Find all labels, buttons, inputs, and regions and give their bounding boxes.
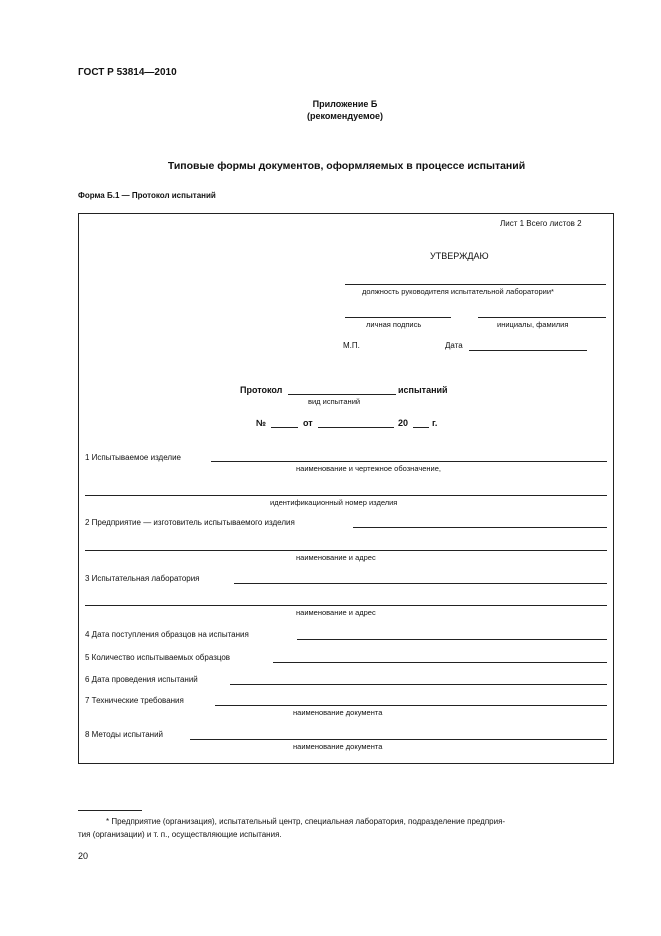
item1-line2[interactable] <box>85 495 607 496</box>
item4-label: 4 Дата поступления образцов на испытания <box>85 630 249 639</box>
item8-label: 8 Методы испытаний <box>85 730 164 739</box>
year-prefix: 20 <box>398 418 409 428</box>
item2-line2[interactable] <box>85 550 607 551</box>
test-type-caption: вид испытаний <box>308 397 361 406</box>
protocol-word: Протокол <box>240 385 283 395</box>
name-caption: инициалы, фамилия <box>497 320 569 329</box>
item8-caption: наименование документа <box>293 742 383 751</box>
item7-label: 7 Технические требования <box>85 696 184 705</box>
tests-word: испытаний <box>398 385 448 395</box>
item1-caption2: идентификационный номер изделия <box>270 498 398 507</box>
item7-caption: наименование документа <box>293 708 383 717</box>
item8-line[interactable] <box>190 739 607 740</box>
item4-line[interactable] <box>297 639 607 640</box>
head-position-caption: должность руководителя испытательной лаборатории* <box>362 287 554 296</box>
item3-line[interactable] <box>234 583 607 584</box>
item5-line[interactable] <box>273 662 607 663</box>
year-suffix: г. <box>432 418 438 428</box>
number-prefix: № <box>256 418 267 428</box>
item5-label: 5 Количество испытываемых образцов <box>85 653 231 662</box>
signature-line[interactable] <box>345 317 451 318</box>
from-word: от <box>303 418 313 428</box>
test-type-line[interactable] <box>288 394 396 395</box>
footnote-line2: тия (организации) и т. п., осуществляющие испытания. <box>78 830 282 839</box>
page-number: 20 <box>78 851 89 861</box>
item6-line[interactable] <box>230 684 607 685</box>
approve-label: УТВЕРЖДАЮ <box>430 251 489 261</box>
protocol-year-line[interactable] <box>413 427 429 428</box>
footnote-rule <box>78 810 142 811</box>
head-position-line[interactable] <box>345 284 606 285</box>
item1-label: 1 Испытываемое изделие <box>85 453 181 462</box>
item3-label: 3 Испытательная лаборатория <box>85 574 200 583</box>
sheet-info: Лист 1 Всего листов 2 <box>500 219 582 228</box>
item6-label: 6 Дата проведения испытаний <box>85 675 198 684</box>
footnote-line1: * Предприятие (организация), испытательный центр, специальная лаборатория, подразделение предприя- <box>106 817 506 826</box>
section-title: Типовые формы документов, оформляемых в процессе испытаний <box>167 160 526 172</box>
item1-line[interactable] <box>211 461 607 462</box>
approval-date-line[interactable] <box>469 350 587 351</box>
appendix-title: Приложение Б <box>312 99 378 109</box>
name-line[interactable] <box>478 317 606 318</box>
item2-line[interactable] <box>353 527 607 528</box>
seal-label: М.П. <box>343 341 360 350</box>
item3-line2[interactable] <box>85 605 607 606</box>
item3-caption: наименование и адрес <box>296 608 376 617</box>
item2-label: 2 Предприятие — изготовитель испытываемого изделия <box>85 518 295 527</box>
item7-line[interactable] <box>215 705 607 706</box>
protocol-day-month-line[interactable] <box>318 427 394 428</box>
signature-caption: личная подпись <box>366 320 422 329</box>
protocol-number-line[interactable] <box>271 427 298 428</box>
form-title: Форма Б.1 — Протокол испытаний <box>78 191 216 200</box>
item2-caption: наименование и адрес <box>296 553 376 562</box>
date-label: Дата <box>445 341 463 350</box>
appendix-status: (рекомендуемое) <box>307 111 383 121</box>
standard-number: ГОСТ Р 53814—2010 <box>78 67 177 78</box>
item1-caption1: наименование и чертежное обозначение, <box>296 464 441 473</box>
